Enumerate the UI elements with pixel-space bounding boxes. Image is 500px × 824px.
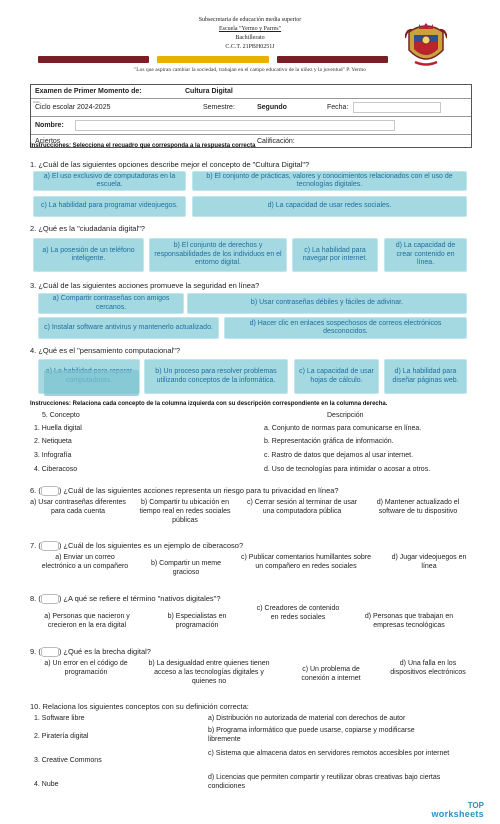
q8-text: ) ¿A qué se refiere el término "nativos digitales"? [58, 594, 221, 603]
hits-label: Aciertos [35, 137, 61, 145]
match-description-a: a. Conjunto de normas para comunicarse en línea. [264, 425, 422, 432]
q2-option-a[interactable]: a) La posesión de un teléfono inteligente. [33, 238, 144, 272]
match-concept-3: 3. Infografía [34, 452, 72, 459]
exam-label: Examen de Primer Momento de: [35, 88, 142, 95]
semester-label: Semestre: [203, 104, 235, 111]
match-concept-4: 4. Ciberacoso [34, 466, 78, 473]
q4-option-b[interactable]: b) Un proceso para resolver problemas utilizando conceptos de la informática. [144, 359, 288, 394]
q1-option-d[interactable]: d) La capacidad de usar redes sociales. [192, 196, 467, 217]
q8-answer-field[interactable] [41, 594, 59, 604]
q10-concept-3: 3. Creative Commons [34, 757, 102, 764]
q2-option-d[interactable]: d) La capacidad de crear contenido en línea. [384, 238, 467, 272]
match-description-d: d. Uso de tecnologías para intimidar o acosar a otros. [264, 466, 431, 473]
question-4: 4. ¿Qué es el "pensamiento computacional"? [30, 346, 180, 355]
match-description-b: b. Representación gráfica de información. [264, 438, 394, 445]
q9-option-a: a) Un error en el código de programación [44, 660, 128, 676]
exam-row [31, 85, 471, 98]
cycle-mini-label: Ciclo [33, 100, 40, 104]
q8-option-b: b) Especialistas en programación [167, 613, 227, 629]
q7-answer-field[interactable] [41, 541, 59, 551]
q7-option-a: a) Enviar un correo electrónico a un compañero [41, 554, 129, 570]
name-label: Nombre: [35, 122, 64, 129]
exam-info-table [30, 84, 472, 148]
question-8 [30, 594, 221, 604]
description-column-header: Descripción [327, 412, 364, 419]
q7-number: 7. ( [30, 541, 41, 550]
q1-option-a[interactable]: a) El uso exclusivo de computadoras en la escuela. [33, 171, 186, 191]
name-row [31, 116, 471, 134]
logo-bottom: worksheets [431, 809, 484, 819]
cycle-value: Ciclo escolar 2024-2025 [35, 104, 111, 111]
question-2: 2. ¿Qué es la "ciudadanía digital"? [30, 224, 145, 233]
q6-option-c: c) Cerrar sesión al terminar de usar una computadora pública [246, 499, 358, 515]
question-7 [30, 541, 243, 551]
header-line-3: Bachillerato [235, 35, 265, 41]
q2-option-c[interactable]: c) La habilidad para navegar por internet. [292, 238, 378, 272]
q3-option-b[interactable]: b) Usar contraseñas débiles y fáciles de adivinar. [187, 293, 467, 314]
q10-definition-b: b) Programa informático que puede usarse, copiarse y modificarse libremente [208, 727, 415, 743]
match-concept-2: 2. Netiqueta [34, 438, 72, 445]
q1-option-c[interactable]: c) La habilidad para programar videojuegos. [33, 196, 186, 217]
match-concept-1: 1. Huella digital [34, 425, 82, 432]
q10-definition-c: c) Sistema que almacena datos en servidores remotos accesibles por internet [208, 750, 450, 757]
q3-option-a[interactable]: a) Compartir contraseñas con amigos cercanos. [38, 293, 184, 314]
header-line-1: Subsecretaria de educación media superior [198, 17, 302, 23]
q4-option-c[interactable]: c) La capacidad de usar hojas de cálculo. [294, 359, 379, 394]
q6-option-d: d) Mantener actualizado el software de tu dispositivo [376, 499, 460, 515]
name-field[interactable] [75, 120, 395, 131]
q10-concept-2: 2. Piratería digital [34, 733, 89, 740]
q6-number: 6. ( [30, 486, 41, 495]
section2-instructions: Instrucciones: Relaciona cada concepto de la columna izquierda con su descripción correspondiente en la columna derecha. [30, 401, 388, 407]
q1-option-b[interactable]: b) El conjunto de prácticas, valores y conocimientos relacionados con el uso de tecnologías digitales. [192, 171, 467, 191]
q7-text: ) ¿Cuál de los siguientes es un ejemplo de ciberacoso? [58, 541, 244, 550]
q9-option-c: c) Un problema de conexión a internet [301, 666, 361, 682]
header-line-2: Escuela "Yermo y Parres" [218, 26, 282, 32]
question-1: 1. ¿Cuál de las siguientes opciones describe mejor el concepto de "Cultura Digital"? [30, 160, 310, 169]
question-10: 10. Relaciona los siguientes conceptos con su definición correcta: [30, 702, 249, 711]
q9-text: ) ¿Qué es la brecha digital? [58, 647, 151, 656]
q6-answer-field[interactable] [41, 486, 59, 496]
q8-option-c: c) Creadores de contenido en redes sociales [256, 605, 340, 621]
motto: "Los que aspiran cambiar la sociedad, trabajan en el campo educativo de la niñez y la juventud" P. Yermo [134, 67, 366, 73]
q9-option-d: d) Una falla en los dispositivos electrónicos [390, 660, 466, 676]
topworksheets-logo[interactable] [431, 802, 484, 818]
q6-option-b: b) Compartir tu ubicación en tiempo real en redes sociales públicas [139, 499, 231, 524]
question-3: 3. ¿Cuál de las siguientes acciones promueve la seguridad en línea? [30, 281, 260, 290]
q10-definition-a: a) Distribución no autorizada de material con derechos de autor [208, 715, 406, 722]
question-9 [30, 647, 151, 657]
bar-middle [157, 56, 268, 63]
q8-option-d: d) Personas que trabajan en empresas tecnológicas [364, 613, 454, 629]
logo-top: TOP [467, 801, 484, 810]
q9-option-b: b) La desigualdad entre quienes tienen acceso a las tecnologías digitales y quienes no [148, 660, 270, 685]
bar-right [277, 56, 388, 63]
cycle-row [31, 98, 471, 116]
q7-option-c: c) Publicar comentarios humillantes sobre un compañero en redes sociales [241, 554, 371, 570]
q3-option-c[interactable]: c) Instalar software antivirus y mantenerlo actualizado. [38, 317, 219, 339]
subject-value: Cultura Digital [185, 88, 233, 95]
header-line-4: C.C.T. 21PBH0251J [225, 44, 275, 50]
bar-left [38, 56, 149, 63]
q8-option-a: a) Personas que nacieron y crecieron en la era digital [44, 613, 130, 629]
match-description-c: c. Rastro de datos que dejamos al usar internet. [264, 452, 414, 459]
q10-concept-1: 1. Software libre [34, 715, 85, 722]
concept-column-header: 5. Concepto [42, 412, 80, 419]
date-field[interactable] [353, 102, 441, 113]
drag-target-box[interactable] [44, 370, 139, 396]
q6-option-a: a) Usar contraseñas diferentes para cada cuenta [30, 499, 126, 515]
grade-label: Calificación: [257, 137, 295, 145]
q7-option-b: b) Compartir un meme gracioso [150, 560, 222, 576]
date-label: Fecha: [327, 104, 349, 111]
q3-option-d[interactable]: d) Hacer clic en enlaces sospechosos de correos electrónicos desconocidos. [224, 317, 467, 339]
q2-option-b[interactable]: b) El conjunto de derechos y responsabilidades de los individuos en el entorno digital. [149, 238, 287, 272]
q9-answer-field[interactable] [41, 647, 59, 657]
section1-instructions: Instrucciones: Selecciona el recuadro que corresponda a la respuesta correcta [30, 143, 256, 149]
q7-option-d: d) Jugar videojuegos en línea [391, 554, 467, 570]
color-bars [38, 56, 388, 63]
q8-number: 8. ( [30, 594, 41, 603]
q6-text: ) ¿Cuál de las siguientes acciones representa un riesgo para tu privacidad en línea? [58, 486, 339, 495]
q4-option-d[interactable]: d) La habilidad para diseñar páginas web. [384, 359, 467, 394]
school-crest-icon [405, 20, 447, 68]
semester-value: Segundo [257, 104, 287, 111]
q10-concept-4: 4. Nube [34, 781, 59, 788]
question-6 [30, 486, 339, 496]
q9-number: 9. ( [30, 647, 41, 656]
q10-definition-d: d) Licencias que permiten compartir y reutilizar obras creativas bajo ciertas condiciones [208, 774, 441, 790]
